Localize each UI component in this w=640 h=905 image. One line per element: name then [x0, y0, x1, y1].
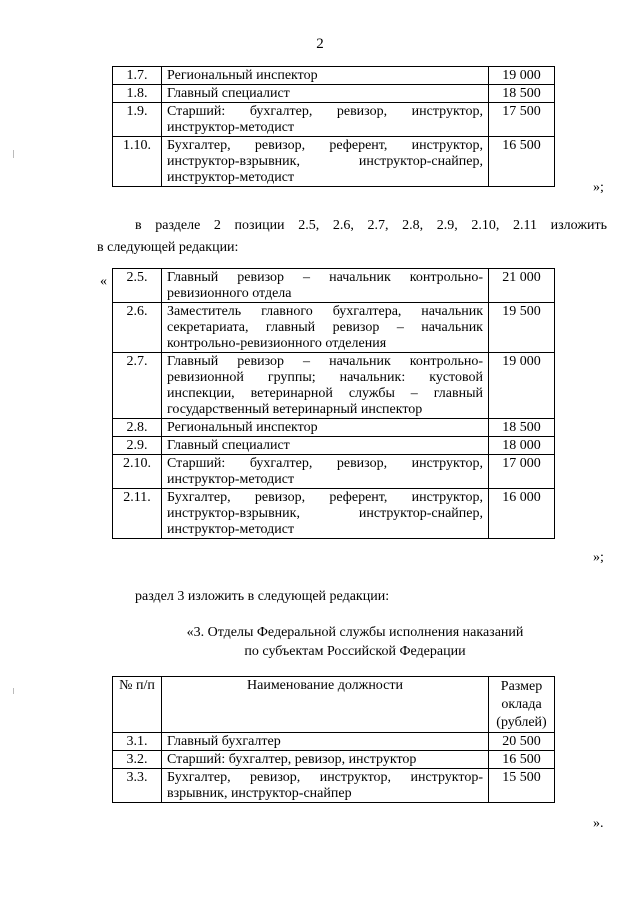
section-title-line: «3. Отделы Федеральной службы исполнения наказаний	[186, 625, 524, 640]
table-row	[113, 353, 555, 419]
salary: 16 500	[489, 751, 555, 769]
table-positions-section3	[112, 676, 555, 803]
position-name: Главный специалист	[162, 437, 489, 455]
table-row	[113, 455, 555, 489]
position-name: Бухгалтер, ревизор, инструктор, инструктор-взрывник, инструктор-снайпер	[162, 769, 489, 803]
table-row	[113, 103, 555, 137]
table-row	[113, 437, 555, 455]
salary: 17 500	[489, 103, 555, 137]
header-salary: Размер оклада (рублей)	[489, 677, 555, 733]
table-row	[113, 303, 555, 353]
position-name: Главный бухгалтер	[162, 733, 489, 751]
salary: 19 500	[489, 303, 555, 353]
row-number: 1.7.	[113, 67, 162, 85]
row-number: 1.9.	[113, 103, 162, 137]
table-row	[113, 489, 555, 539]
table-row	[113, 751, 555, 769]
scan-margin-mark	[13, 688, 14, 694]
paragraph-line: в следующей редакции:	[97, 240, 239, 255]
salary: 20 500	[489, 733, 555, 751]
row-number: 3.2.	[113, 751, 162, 769]
table-positions-section1	[112, 66, 555, 187]
table-row	[113, 137, 555, 187]
salary: 18 500	[489, 419, 555, 437]
position-name: Бухгалтер, ревизор, референт, инструктор, инструктор-взрывник, инструктор-снайпер, инструктор-методист	[162, 137, 489, 187]
section-title	[140, 623, 570, 661]
row-number: 2.7.	[113, 353, 162, 419]
salary: 21 000	[489, 269, 555, 303]
position-name: Старший: бухгалтер, ревизор, инструктор, инструктор-методист	[162, 103, 489, 137]
row-number: 1.8.	[113, 85, 162, 103]
table-row	[113, 769, 555, 803]
paragraph-line: в разделе 2 позиции 2.5, 2.6, 2.7, 2.8, 2.9, 2.10, 2.11 изложить	[135, 218, 607, 233]
section-title-line: по субъектам Российской Федерации	[244, 644, 466, 659]
closing-quote: ».	[593, 816, 604, 831]
position-name: Главный ревизор – начальник контрольно-ревизионной группы; начальник: кустовой инспекции, ветеринарной службы – главный государственный ветеринарный инспектор	[162, 353, 489, 419]
position-name: Заместитель главного бухгалтера, начальник секретариата, главный ревизор – начальник контрольно-ревизионного отделения	[162, 303, 489, 353]
salary: 18 500	[489, 85, 555, 103]
header-position-name: Наименование должности	[162, 677, 489, 733]
row-number: 2.8.	[113, 419, 162, 437]
table-row	[113, 419, 555, 437]
salary: 16 500	[489, 137, 555, 187]
closing-quote: »;	[593, 550, 604, 565]
table-row	[113, 733, 555, 751]
position-name: Старший: бухгалтер, ревизор, инструктор, инструктор-методист	[162, 455, 489, 489]
table-row	[113, 67, 555, 85]
table-row	[113, 269, 555, 303]
salary: 19 000	[489, 353, 555, 419]
table-row	[113, 85, 555, 103]
row-number: 2.11.	[113, 489, 162, 539]
page-number: 2	[316, 36, 324, 52]
salary: 18 000	[489, 437, 555, 455]
row-number: 3.3.	[113, 769, 162, 803]
closing-quote: »;	[593, 180, 604, 195]
position-name: Региональный инспектор	[162, 67, 489, 85]
row-number: 2.6.	[113, 303, 162, 353]
position-name: Главный специалист	[162, 85, 489, 103]
salary: 15 500	[489, 769, 555, 803]
amendment-paragraph	[97, 215, 607, 259]
scan-margin-mark	[13, 150, 14, 158]
table-header-row	[113, 677, 555, 733]
salary: 19 000	[489, 67, 555, 85]
opening-quote: «	[100, 274, 107, 289]
amendment-paragraph: раздел 3 изложить в следующей редакции:	[135, 589, 390, 604]
row-number: 2.5.	[113, 269, 162, 303]
row-number: 2.10.	[113, 455, 162, 489]
row-number: 3.1.	[113, 733, 162, 751]
salary: 17 000	[489, 455, 555, 489]
position-name: Старший: бухгалтер, ревизор, инструктор	[162, 751, 489, 769]
salary: 16 000	[489, 489, 555, 539]
position-name: Бухгалтер, ревизор, референт, инструктор, инструктор-взрывник, инструктор-снайпер, инструктор-методист	[162, 489, 489, 539]
position-name: Региональный инспектор	[162, 419, 489, 437]
table-positions-section2	[112, 268, 555, 539]
header-number: № п/п	[113, 677, 162, 733]
row-number: 1.10.	[113, 137, 162, 187]
position-name: Главный ревизор – начальник контрольно-ревизионного отдела	[162, 269, 489, 303]
row-number: 2.9.	[113, 437, 162, 455]
